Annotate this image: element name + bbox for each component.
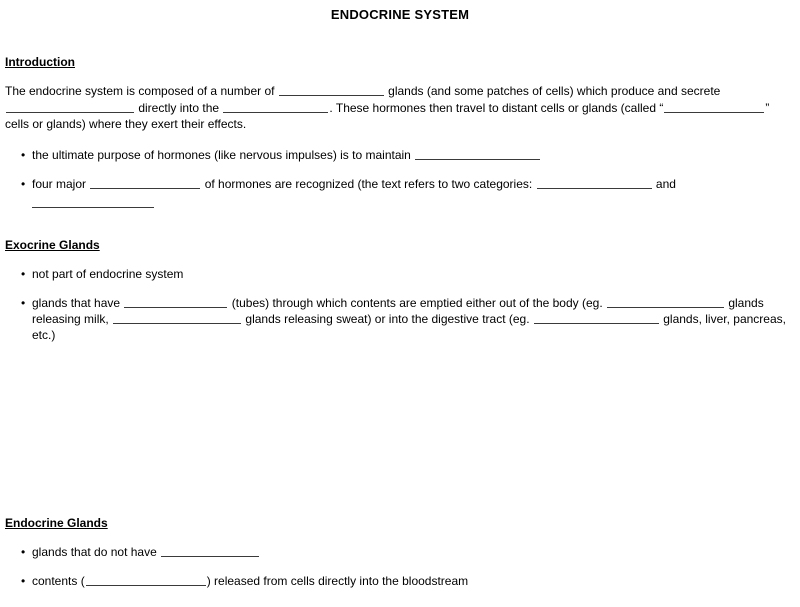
introduction-paragraph [0, 83, 800, 133]
list-item [0, 573, 800, 589]
list-item [0, 266, 800, 282]
introduction-heading-wrap [0, 55, 800, 70]
fill-in-blank-11[interactable] [113, 312, 241, 324]
list-item [0, 176, 800, 211]
bullet-icon: • [21, 296, 26, 310]
bullet-icon: • [21, 176, 26, 191]
fill-in-blank-5[interactable] [415, 148, 540, 160]
fill-in-blank-13[interactable] [161, 545, 259, 557]
bullet-text-part1: glands that do not have [32, 545, 157, 559]
worksheet-page [0, 7, 800, 607]
spacer [0, 253, 800, 266]
fill-in-blank-2[interactable] [6, 101, 134, 113]
bullet-text-part2: ) released from cells directly into the bloodstream [206, 574, 469, 588]
intro-text-part4: . These hormones then travel to distant cells or glands (called [329, 100, 657, 115]
quoted-blank-group [659, 101, 769, 115]
fill-in-blank-10[interactable] [607, 296, 724, 308]
fill-in-blank-12[interactable] [534, 312, 659, 324]
fill-in-blank-4[interactable] [664, 101, 764, 113]
bullet-text-part3: glands releasing milk, [32, 296, 764, 326]
quote-close: ” [765, 100, 770, 115]
list-item [0, 295, 800, 343]
bullet-text-part1: glands that have [32, 296, 121, 310]
exocrine-bullet-list [0, 266, 800, 343]
section-exocrine-glands [0, 238, 800, 343]
bullet-text-part1: four major [32, 176, 87, 191]
list-item [0, 544, 800, 560]
section-introduction [0, 55, 800, 211]
bullet-text-part5: glands, liver, pancreas, etc.) [32, 312, 786, 342]
page-title: ENDOCRINE SYSTEM [330, 7, 470, 22]
fill-in-blank-8[interactable] [32, 196, 154, 208]
bullet-text-part1: contents ( [32, 574, 85, 588]
intro-text-part1: The endocrine system is composed of a number of [5, 84, 275, 98]
bullet-text-part3: and [655, 176, 676, 191]
bullet-text-part1: the ultimate purpose of hormones (like nervous impulses) is to maintain [32, 147, 411, 162]
list-item [0, 147, 800, 163]
bullet-icon: • [21, 574, 26, 588]
fill-in-blank-1[interactable] [279, 84, 384, 96]
bullet-text-part4: glands releasing sweat) or into the digestive tract (eg. [245, 312, 530, 326]
spacer [0, 133, 800, 147]
endocrine-heading-wrap [0, 516, 800, 531]
bullet-icon: • [21, 545, 26, 559]
intro-text-part3: directly into the [138, 100, 220, 115]
exocrine-heading-wrap [0, 238, 800, 253]
section-heading-exocrine-glands: Exocrine Glands [5, 238, 100, 252]
bullet-text-part2: of hormones are recognized (the text refers to two categories: [204, 176, 533, 191]
bullet-text: not part of endocrine system [32, 267, 184, 281]
quote-open: “ [659, 100, 664, 115]
intro-text-part2: glands (and some patches of cells) which produce and secrete [388, 84, 721, 98]
fill-in-blank-9[interactable] [124, 296, 227, 308]
fill-in-blank-6[interactable] [90, 177, 200, 189]
intro-text-part5: cells or glands) where they exert their effects. [5, 117, 247, 131]
introduction-bullet-list [0, 147, 800, 211]
section-heading-introduction: Introduction [5, 55, 75, 69]
section-endocrine-glands [0, 516, 800, 589]
fill-in-blank-7[interactable] [537, 177, 652, 189]
spacer [0, 70, 800, 83]
fill-in-blank-14[interactable] [86, 574, 206, 586]
endocrine-bullet-list [0, 544, 800, 589]
fill-in-blank-3[interactable] [223, 101, 328, 113]
section-heading-endocrine-glands: Endocrine Glands [5, 516, 108, 530]
bullet-icon: • [21, 147, 26, 162]
bullet-text-part2: (tubes) through which contents are emptied either out of the body (eg. [231, 296, 603, 310]
spacer [0, 531, 800, 544]
bullet-icon: • [21, 267, 26, 281]
